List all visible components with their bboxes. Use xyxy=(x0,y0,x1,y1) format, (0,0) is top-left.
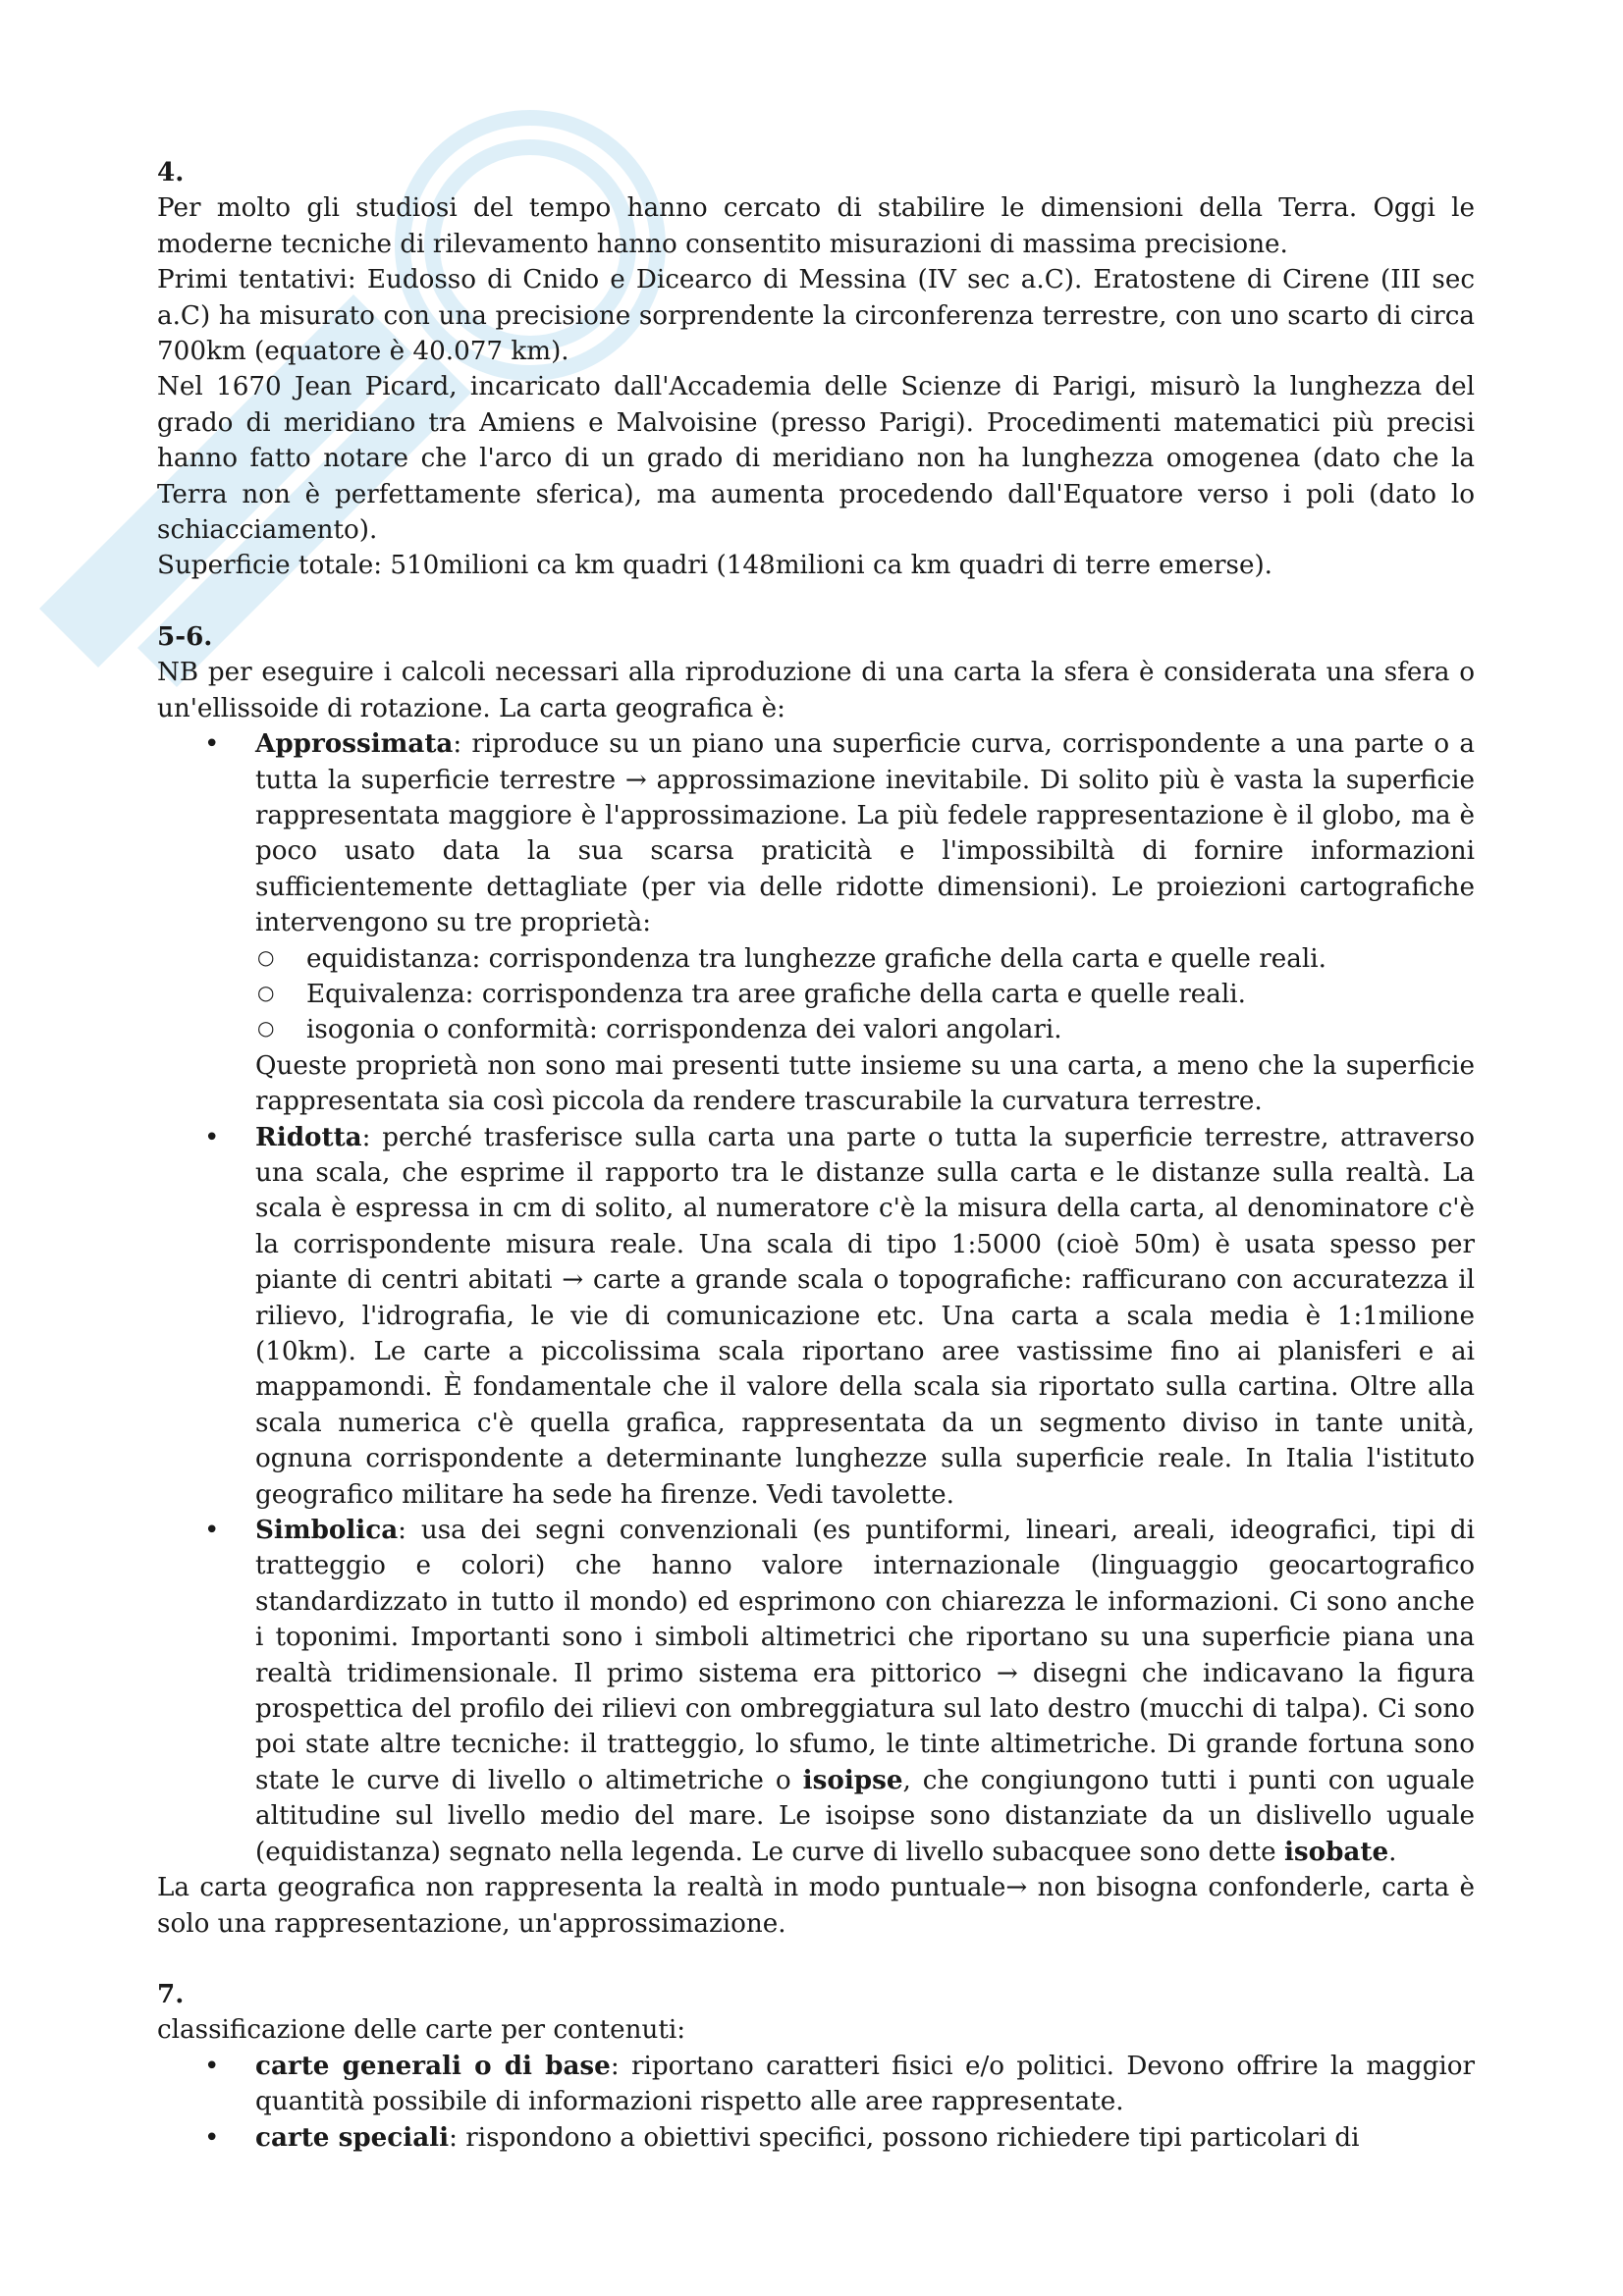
section-5-6 xyxy=(157,619,1475,1942)
paragraph: Primi tentativi: Eudosso di Cnido e Dicearco di Messina (IV sec a.C). Eratostene di Cirene (III sec a.C) ha misurato con una precisione sorprendente la circonferenza terrestre, con uno scarto di circa 700km (equatore è 40.077 km). xyxy=(157,265,1475,367)
list-item-text: : riportano caratteri fisici e/o politici. Devono offrire la maggior quantità possibile di informazioni rispetto alle aree rappresentate. xyxy=(255,2051,1475,2117)
spacer xyxy=(157,1942,1475,1977)
list-item-text: : usa dei segni convenzionali (es puntiformi, lineari, areali, ideografici, tipi di tratteggio e colori) che hanno valore internazionale (linguaggio geocartografico standardizzato in tutto il mondo) ed esprimono con chiarezza le informazioni. Ci sono anche i toponimi. Importanti sono i simboli altimetrici che riportano su una superficie piana una realtà tridimensionale. Il primo sistema era pittorico → disegni che indicavano la figura prospettica del profilo dei rilievi con ombreggiatura sul lato destro (mucchi di talpa). Ci sono poi state altre tecniche: il tratteggio, lo sfumo, le tinte altimetriche. Di grande fortuna sono state le curve di livello o altimetriche o xyxy=(255,1516,1475,1795)
bullet-list xyxy=(157,2049,1475,2156)
list-item xyxy=(255,2049,1475,2120)
paragraph: Superficie totale: 510milioni ca km quadri (148milioni ca km quadri di terre emerse). xyxy=(157,551,1272,581)
bullet-list xyxy=(157,726,1475,1870)
list-item-text: , che congiungono tutti i punti con uguale altitudine sul livello medio del mare. Le isoipse sono distanziate da un dislivello uguale (equidistanza) segnato nella legenda. Le curve di livello subacquee sono dette xyxy=(255,1765,1475,1867)
list-item xyxy=(255,1513,1475,1870)
list-item xyxy=(255,726,1475,1119)
list-item-text: : rispondono a obiettivi specifici, possono richiedere tipi particolari di xyxy=(449,2122,1360,2153)
section-heading: 5-6. xyxy=(157,620,213,652)
term: isobate xyxy=(1283,1836,1389,1867)
term: carte generali o di base xyxy=(255,2050,611,2081)
term: carte speciali xyxy=(255,2121,450,2153)
section-7 xyxy=(157,1977,1475,2156)
paragraph: Nel 1670 Jean Picard, incaricato dall'Accademia delle Scienze di Parigi, misurò la lunghezza del grado di meridiano tra Amiens e Malvoisine (presso Parigi). Procedimenti matematici più precisi hanno fatto notare che l'arco di un grado di meridiano non ha lunghezza omogenea (dato che la Terra non è perfettamente sferica), ma aumenta procedendo dall'Equatore verso i poli (dato lo schiacciamento). xyxy=(157,372,1475,546)
paragraph: Queste proprietà non sono mai presenti tutte insieme su una carta, a meno che la superficie rappresentata sia così piccola da rendere trascurabile la curvatura terrestre. xyxy=(255,1050,1475,1117)
list-item-text: : perché trasferisce sulla carta una parte o tutta la superficie terrestre, attraverso una scala, che esprime il rapporto tra le distanze sulla carta e le distanze sulla realtà. La scala è espressa in cm di solito, al numeratore c'è la misura della carta, al denominatore c'è la corrispondente misura reale. Una scala di tipo 1:5000 (cioè 50m) è usata spesso per piante di centri abitati → carte a grande scala o topografiche: rafficurano con accuratezza il rilievo, l'idrografia, le vie di comunicazione etc. Una carta a scala media è 1:1milione (10km). Le carte a piccolissima scala riportano aree vastissime fino ai planisferi e ai mappamondi. È fondamentale che il valore della scala sia riportato sulla cartina. Oltre alla scala numerica c'è quella grafica, rappresentata da un segmento diviso in tante unità, ognuna corrispondente a determinante lunghezze sulla superficie reale. In Italia l'istituto geografico militare ha sede ha firenze. Vedi tavolette. xyxy=(255,1122,1475,1510)
section-heading: 7. xyxy=(157,1978,185,2009)
list-item-text: : riproduce su un piano una superficie curva, corrispondente a una parte o a tutta la superficie terrestre → approssimazione inevitabile. Di solito più è vasta la superficie rappresentata maggiore è l'approssimazione. La più fedele rappresentazione è il globo, ma è poco usato data la sua scarsa praticità e l'impossibiltà di fornire informazioni sufficientemente dettagliate (per via delle ridotte dimensioni). Le proiezioni cartografiche intervengono su tre proprietà: xyxy=(255,729,1475,938)
sub-list xyxy=(255,941,1475,1048)
paragraph: classificazione delle carte per contenuti: xyxy=(157,2015,686,2046)
spacer xyxy=(157,584,1475,619)
sub-list-item: ○ equidistanza: corrispondenza tra lunghezze grafiche della carta e quelle reali. xyxy=(306,941,1475,977)
term: Approssimata xyxy=(255,728,454,760)
term: Ridotta xyxy=(255,1121,362,1152)
list-item xyxy=(255,2120,1475,2156)
section-4 xyxy=(157,155,1475,584)
paragraph: NB per eseguire i calcoli necessari alla riproduzione di una carta la sfera è considerata una sfera o un'ellissoide di rotazione. La carta geografica è: xyxy=(157,658,1475,723)
paragraph: La carta geografica non rappresenta la realtà in modo puntuale→ non bisogna confonderle, carta è solo una rappresentazione, un'approssimazione. xyxy=(157,1873,1475,1939)
sub-list-item: ○ isogonia o conformità: corrispondenza dei valori angolari. xyxy=(306,1012,1475,1047)
document-page xyxy=(157,155,1475,2156)
list-item xyxy=(255,1120,1475,1513)
paragraph: Per molto gli studiosi del tempo hanno cercato di stabilire le dimensioni della Terra. Oggi le moderne tecniche di rilevamento hanno consentito misurazioni di massima precisione. xyxy=(157,193,1475,259)
term: isoipse xyxy=(802,1764,903,1795)
section-heading: 4. xyxy=(157,157,185,187)
term: Simbolica xyxy=(255,1515,399,1546)
sub-list-item: ○ Equivalenza: corrispondenza tra aree grafiche della carta e quelle reali. xyxy=(306,977,1475,1012)
list-item-text: . xyxy=(1388,1837,1397,1867)
